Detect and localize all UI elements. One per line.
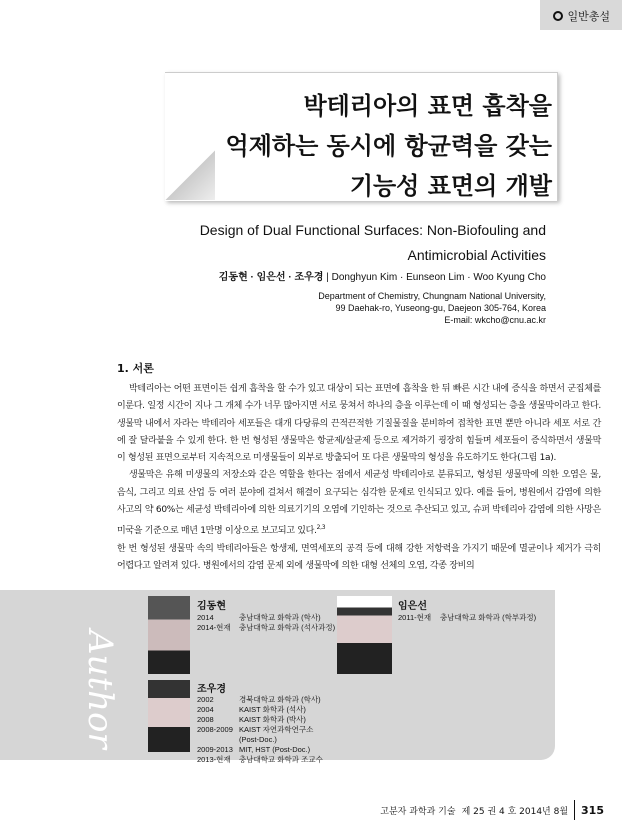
author-name: 임은선 — [398, 601, 427, 612]
author-line: 김동현 · 임은선 · 조우경 | Donghyun Kim · Eunseon Lim · Woo Kyung Cho — [218, 272, 546, 283]
cv-entry: KAIST 화학과 (석사) — [239, 705, 306, 714]
cv-entry: KAIST 화학과 (박사) — [239, 715, 306, 724]
author-name: 김동현 — [197, 601, 226, 612]
author-photo — [148, 680, 190, 752]
journal-name: 고분자 과학과 기술 — [380, 806, 456, 817]
email: E-mail: wkcho@cnu.ac.kr — [444, 315, 546, 325]
cv-year: 2008-2009 — [197, 725, 233, 734]
author-cv — [197, 613, 335, 633]
cv-entry: 충남대학교 화학과 조교수 — [239, 755, 323, 764]
cv-year: 2014 — [197, 613, 214, 622]
cv-year — [197, 735, 239, 745]
author-photo — [337, 596, 392, 674]
paragraph: 박테리아는 어떤 표면이든 쉽게 흡착을 할 수가 있고 대상이 되는 표면에 흡착을 한 뒤 빠른 시간 내에 증식을 하면서 군집체를 이룬다. 일정 시간이 지나 그 개체 수가 너무 많아지면 서로 뭉쳐서 하나의 층을 이루는데 이 때 형성되는 층을 생물막이라고 한다. 생물막 내에서 자라는 박테리아 세포들은 대개 다당류의 끈적끈적한 기질물질을 분비하여 접착한 표면 뿐만 아니라 세포 서로 간에 잘 달라붙을 수 있게 한다. 한 번 형성된 생물막은 항균제/살균제 등으로 제거하기 굉장히 힘들며 세포들이 증식하면서 생물막이 형성된 표면으로부터 지속적으로 미생물들이 외부로 방출되어 또 다른 생물막의 형성을 유도하기도 한다(그림 1a). — [117, 384, 601, 464]
page-number: 315 — [581, 803, 604, 817]
cv-year: 2014-현재 — [197, 623, 231, 632]
cv-entry: 충남대학교 화학과 (학사) — [239, 613, 321, 622]
paragraph: 한 번 형성된 생물막 속의 박테리아들은 항생제, 면역세포의 공격 등에 대해 강한 저항력을 가지기 때문에 멸균이나 제거가 극히 어렵다고 알려져 있다. 병원에서의 감염 문제 외에 생물막에 의한 대형 선체의 오염, 각종 장비의 — [117, 543, 601, 571]
divider — [574, 800, 575, 820]
paragraph — [117, 467, 601, 540]
issue-info: 제 25 권 4 호 2014년 8월 — [461, 806, 569, 817]
category-text: 일반총설 — [567, 10, 610, 23]
cv-entry: 경북대학교 화학과 (학사) — [239, 695, 321, 704]
title-line: 기능성 표면의 개발 — [349, 172, 552, 200]
title-line: Design of Dual Functional Surfaces: Non-Biofouling and — [199, 222, 546, 238]
title-line: 억제하는 동시에 항균력을 갖는 — [225, 132, 552, 160]
cv-year: 2009-2013 — [197, 745, 233, 754]
korean-title — [226, 86, 552, 206]
cv-entry: (Post-Doc.) — [239, 735, 277, 744]
affiliation-line: Department of Chemistry, Chungnam National University, — [318, 291, 546, 301]
citation: 2,3 — [316, 524, 326, 532]
body-text — [117, 381, 601, 575]
cv-year: 2011-현재 — [398, 613, 432, 622]
page-curl-decoration — [165, 150, 215, 200]
affiliation-line: 99 Daehak-ro, Yuseong-gu, Daejeon 305-764, Korea — [335, 303, 546, 313]
cv-year: 2004 — [197, 705, 214, 714]
paragraph-text: 생물막은 유해 미생물의 저장소와 같은 역할을 한다는 점에서 세균성 박테리아로 분류되고, 형성된 생물막에 의한 오염은 물, 음식, 그리고 의료 산업 등 여러 분야에 걸쳐서 해결이 요구되는 심각한 문제로 인식되고 있다. 예를 들어, 병원에서 감염에 의한 사고의 약 60%는 세균성 박테리아에 의한 의료기기의 오염에 기인하는 것으로 추산되고 있고, 슈퍼 박테리아 감염에 의한 사망은 미국을 기준으로 매년 1만명 이상으로 보고되고 있다. — [117, 470, 601, 537]
author-photo — [148, 596, 190, 674]
author-name: 조우경 — [197, 684, 226, 695]
category-label — [553, 8, 610, 24]
title-line: Antimicrobial Activities — [407, 247, 546, 263]
page-footer — [380, 800, 604, 820]
title-line: 박테리아의 표면 흡착을 — [303, 92, 552, 120]
english-title — [200, 218, 546, 268]
cv-year: 2002 — [197, 695, 214, 704]
cv-entry: KAIST 자연과학연구소 — [239, 725, 314, 734]
circle-bullet-icon — [553, 11, 563, 21]
author-cv — [197, 695, 323, 765]
cv-year: 2013-현재 — [197, 755, 231, 764]
authors-english: Donghyun Kim · Eunseon Lim · Woo Kyung Cho — [331, 272, 546, 283]
cv-entry: MIT, HST (Post-Doc.) — [239, 745, 311, 754]
author-label: Author — [80, 630, 120, 749]
cv-entry: 충남대학교 화학과 (석사과정) — [239, 623, 336, 632]
affiliation — [318, 290, 546, 326]
cv-year: 2008 — [197, 715, 214, 724]
section-heading: 1. 서론 — [117, 362, 154, 375]
author-cv — [398, 613, 536, 623]
authors-korean: 김동현 · 임은선 · 조우경 — [218, 272, 324, 283]
cv-entry: 충남대학교 화학과 (학부과정) — [440, 613, 537, 622]
